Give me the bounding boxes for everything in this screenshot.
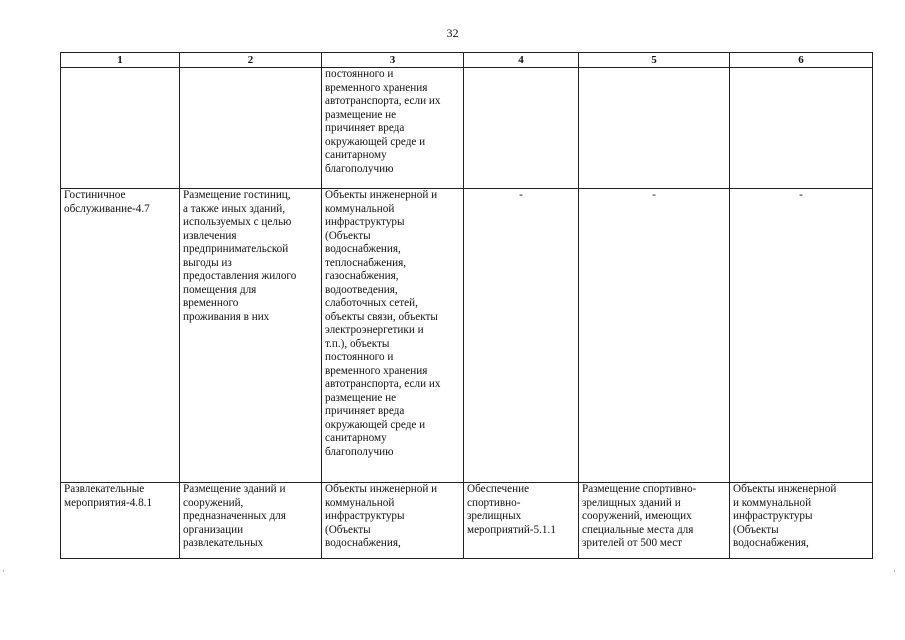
- table-cell: [322, 483, 464, 559]
- table-cell: [322, 189, 464, 483]
- header-col-3: 3: [322, 53, 464, 68]
- table-cell: [61, 483, 180, 559]
- scan-edge-mark-right: ·: [893, 566, 896, 576]
- cell-text: Гостиничное обслуживание-4.7: [64, 189, 150, 215]
- table-cell: [61, 189, 180, 483]
- cell-text: постоянного и временного хранения автотранспорта, если их размещение не причиняет вреда окружающей среде и санитарному благополучию: [325, 68, 441, 175]
- table-cell: [464, 189, 579, 483]
- cell-text: Развлекательные мероприятия-4.8.1: [64, 483, 153, 509]
- table-row: [61, 189, 873, 483]
- header-col-4: 4: [464, 53, 579, 68]
- header-col-2: 2: [180, 53, 322, 68]
- table-row: [61, 483, 873, 559]
- cell-text: Размещение гостиниц, а также иных зданий, используемых с целью извлечения предпринимательской выгоды из предоставления жилого помещения для временного проживания в них: [183, 189, 297, 323]
- cell-text: Объекты инженерной и коммунальной инфраструктуры (Объекты водоснабжения,: [733, 483, 837, 549]
- header-col-5: 5: [579, 53, 730, 68]
- cell-text: Размещение зданий и сооружений, предназначенных для организации развлекательных: [183, 483, 286, 549]
- table-cell: [730, 483, 873, 559]
- cell-text: -: [799, 189, 803, 201]
- table-cell: [322, 68, 464, 189]
- header-col-1: 1: [61, 53, 180, 68]
- table-header-row: [61, 53, 873, 68]
- table-cell: [730, 68, 873, 189]
- table-cell: [464, 483, 579, 559]
- table-cell: [180, 483, 322, 559]
- zoning-table: [60, 52, 873, 559]
- table-cell: [180, 189, 322, 483]
- table-cell: [579, 189, 730, 483]
- cell-text: -: [519, 189, 523, 201]
- cell-text: Размещение спортивно- зрелищных зданий и сооружений, имеющих специальные места для зрителей от 500 мест: [582, 483, 697, 549]
- table-cell: [730, 189, 873, 483]
- table-cell: [579, 68, 730, 189]
- table-cell: [61, 68, 180, 189]
- table-cell: [180, 68, 322, 189]
- page-number: 32: [446, 26, 459, 40]
- cell-text: Объекты инженерной и коммунальной инфраструктуры (Объекты водоснабжения, теплоснабжения, газоснабжения, водоотведения, слаботочных сетей, объекты связи, объекты электроэнергетики и т.п.), объекты постоянного и временного хранения автотранспорта, если их размещение не причиняет вреда окружающей среде и санитарному благополучию: [325, 189, 441, 458]
- cell-text: Объекты инженерной и коммунальной инфраструктуры (Объекты водоснабжения,: [325, 483, 438, 549]
- scan-edge-mark-left: ·: [2, 566, 5, 576]
- table-cell: [579, 483, 730, 559]
- header-col-6: 6: [730, 53, 873, 68]
- cell-text: -: [652, 189, 656, 201]
- cell-text: Обеспечение спортивно- зрелищных мероприятий-5.1.1: [467, 483, 556, 536]
- table-row: [61, 68, 873, 189]
- table-cell: [464, 68, 579, 189]
